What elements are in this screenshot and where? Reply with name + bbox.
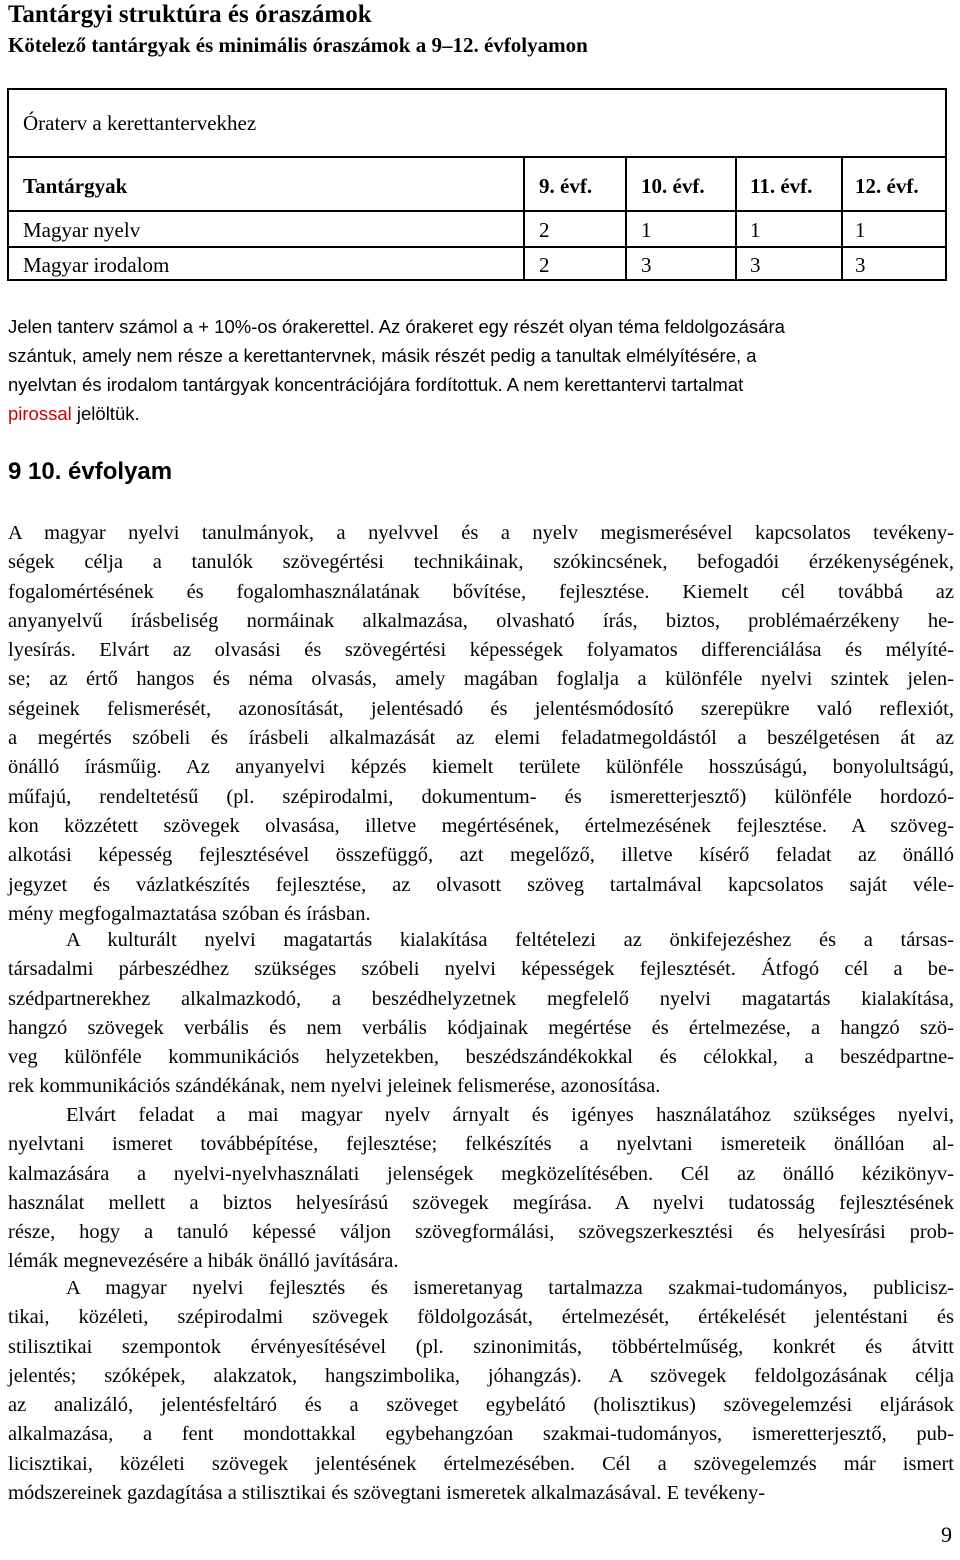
page-title: Tantárgyi struktúra és óraszámok	[8, 1, 372, 28]
paragraph-line: jegyzet és vázlatkészítés fejlesztése, az olvasott szöveg tartalmával kapcsolatos saját véle-	[8, 873, 954, 896]
paragraph-line: módszereinek gazdagítása a stilisztikai és szövegtani ismeretek alkalmazásával. E tevékeny-	[8, 1482, 766, 1505]
table-cell-value: 2	[539, 253, 550, 277]
table-cell-subject: Magyar irodalom	[23, 253, 170, 277]
paragraph-line: licisztikai, közéleti szövegek jelentésének értelmezésében. Cél a szövegelemzés már ismert	[8, 1452, 954, 1475]
note-line: szántuk, amely nem része a kerettantervnek, másik részét pedig a tanultak elmélyítésére, a	[8, 345, 757, 366]
paragraph-line: alkalmazása, a fent mondottakkal egybehangzóan szakmai-tudományos, ismeretterjesztő, pub-	[8, 1423, 954, 1446]
table-col-divider	[625, 156, 627, 281]
paragraph-line: veg különféle kommunikációs helyzetekben, beszédszándékokkal és célokkal, a beszédpartne-	[8, 1046, 954, 1069]
table-col-divider	[841, 156, 843, 281]
table-divider	[9, 156, 945, 158]
paragraph-line: használat mellett a biztos helyesírású szövegek megírása. A nyelvi tudatosság fejlesztésének	[8, 1191, 954, 1214]
note-line: Jelen tanterv számol a + 10%-os órakerettel. Az órakeret egy részét olyan téma feldolgozására	[8, 316, 785, 337]
note-paragraph	[8, 312, 954, 428]
table-cell-value: 1	[641, 218, 652, 242]
paragraph-line: ségek célja a tanulók szövegértési technikáinak, szókincsének, befogadói érzékenységének,	[8, 551, 954, 574]
page-number: 9	[941, 1522, 952, 1547]
table-header-grade9: 9. évf.	[539, 174, 593, 198]
paragraph-line: önálló írásműig. Az anyanyelvi képzés kiemelt területe különféle hosszúságú, bonyolultságú,	[8, 756, 954, 779]
paragraph-line: hangzó szövegek verbális és nem verbális kódjainak megértése és értelmezése, a hangzó szö-	[8, 1016, 954, 1039]
paragraph-line: lyesírás. Elvárt az olvasási és szövegértési képességek folyamatos differenciálása és mélyíté-	[8, 639, 954, 662]
paragraph-line: A kulturált nyelvi magatartás kialakítása feltételezi az önkifejezéshez és a társas-	[66, 929, 954, 951]
table-cell-value: 1	[855, 218, 866, 242]
table-col-divider	[523, 156, 525, 281]
paragraph-line: mény megfogalmaztatása szóban és írásban.	[8, 902, 371, 925]
paragraph-line: kon közzétett szövegek olvasása, illetve megértésének, értelmezésének fejlesztése. A szöveg-	[8, 814, 954, 837]
table-caption: Óraterv a kerettantervekhez	[23, 111, 257, 135]
table-cell-value: 3	[750, 253, 761, 277]
paragraph-line: kalmazására a nyelvi-nyelvhasználati jelenségek megközelítésében. Cél az önálló kézikönyv-	[8, 1162, 954, 1185]
paragraph-line: se; az értő hangos és néma olvasás, amely magában foglalja a különféle nyelvi szintek jelen-	[8, 668, 954, 691]
table-divider	[9, 246, 945, 248]
note-line-last	[8, 399, 954, 428]
table-cell-value: 1	[750, 218, 761, 242]
paragraph-line: Elvárt feladat a mai magyar nyelv árnyalt és igényes használatához szükséges nyelvi,	[66, 1104, 954, 1126]
paragraph-line: tikai, közéleti, szépirodalmi szövegek földolgozását, értelmezését, értékelését jelentéstani és	[8, 1306, 954, 1329]
body-paragraph-2	[8, 926, 954, 1102]
paragraph-line: rek kommunikációs szándékának, nem nyelvi jeleinek felismerése, azonosítása.	[8, 1075, 661, 1098]
table-cell-subject: Magyar nyelv	[23, 218, 141, 242]
body-paragraph-3	[8, 1101, 954, 1277]
paragraph-line: alkotási képesség fejlesztésével összefüggő, azt megelőző, illetve kísérő feladat az önálló	[8, 844, 954, 867]
paragraph-line: nyelvtani ismeret továbbépítése, fejlesztése; felkészítés a nyelvtani ismereteik önállóan al-	[8, 1133, 954, 1156]
table-cell-value: 3	[641, 253, 652, 277]
table-header-grade10: 10. évf.	[641, 174, 705, 198]
paragraph-line: lémák megnevezésére a hibák önálló javítására.	[8, 1250, 399, 1273]
paragraph-line: az analizáló, jelentésfeltáró és a szöveget egybelátó (holisztikus) szövegelemzési eljárások	[8, 1394, 954, 1417]
table-col-divider	[735, 156, 737, 281]
table-header-grade11: 11. évf.	[750, 174, 813, 198]
paragraph-line: stilisztikai szempontok érvényesítésével (pl. szinonimitás, többértelműség, konkrét és átvitt	[8, 1335, 954, 1358]
table-header-grade12: 12. évf.	[855, 174, 919, 198]
table-header-subject: Tantárgyak	[23, 174, 128, 198]
red-highlight-word: pirossal	[8, 403, 72, 424]
table-divider	[9, 210, 945, 212]
note-tail: jelöltük.	[71, 403, 140, 424]
paragraph-line: jelentés; szóképek, alakzatok, hangszimbolika, jóhangzás). A szövegek feldolgozásának célja	[8, 1364, 954, 1387]
paragraph-line: anyanyelvű írásbeliség normáinak alkalmazása, olvasható írás, biztos, problémaérzékeny he-	[8, 609, 954, 632]
paragraph-line: része, hogy a tanuló képessé váljon szövegformálási, szövegszerkesztési és helyesírási prob-	[8, 1221, 954, 1244]
paragraph-line: társadalmi párbeszédhez szükséges szóbeli nyelvi képességek fejlesztését. Átfogó cél a be-	[8, 958, 954, 981]
paragraph-line: műfajú, rendeltetésű (pl. szépirodalmi, dokumentum- és ismeretterjesztő) különféle hordozó-	[8, 785, 954, 808]
section-heading: 9 10. évfolyam	[8, 458, 173, 485]
schedule-table	[7, 88, 947, 281]
paragraph-line: A magyar nyelvi tanulmányok, a nyelvvel és a nyelv megismerésével kapcsolatos tevékeny-	[8, 522, 954, 544]
paragraph-line: szédpartnerekhez alkalmazkodó, a beszédhelyzetnek megfelelő nyelvi magatartás kialakítása,	[8, 987, 954, 1010]
paragraph-line: a megértés szóbeli és írásbeli alkalmazását az elemi feladatmegoldástól a beszélgetésen át az	[8, 727, 954, 750]
paragraph-line: ségeinek felismerését, azonosítását, jelentésadó és jelentésmódosító szerepükre való reflexiót,	[8, 697, 954, 720]
table-cell-value: 3	[855, 253, 866, 277]
body-paragraph-1	[8, 519, 954, 929]
table-cell-value: 2	[539, 218, 550, 242]
page-subtitle: Kötelező tantárgyak és minimális óraszámok a 9–12. évfolyamon	[8, 33, 588, 57]
paragraph-line: A magyar nyelvi fejlesztés és ismeretanyag tartalmazza szakmai-tudományos, publicisz-	[66, 1277, 954, 1299]
body-paragraph-4	[8, 1274, 954, 1508]
paragraph-line: fogalomértésének és fogalomhasználatának bővítése, fejlesztése. Kiemelt cél továbbá az	[8, 580, 954, 603]
note-line: nyelvtan és irodalom tantárgyak koncentrációjára fordítottuk. A nem kerettantervi tartalmat	[8, 374, 744, 395]
